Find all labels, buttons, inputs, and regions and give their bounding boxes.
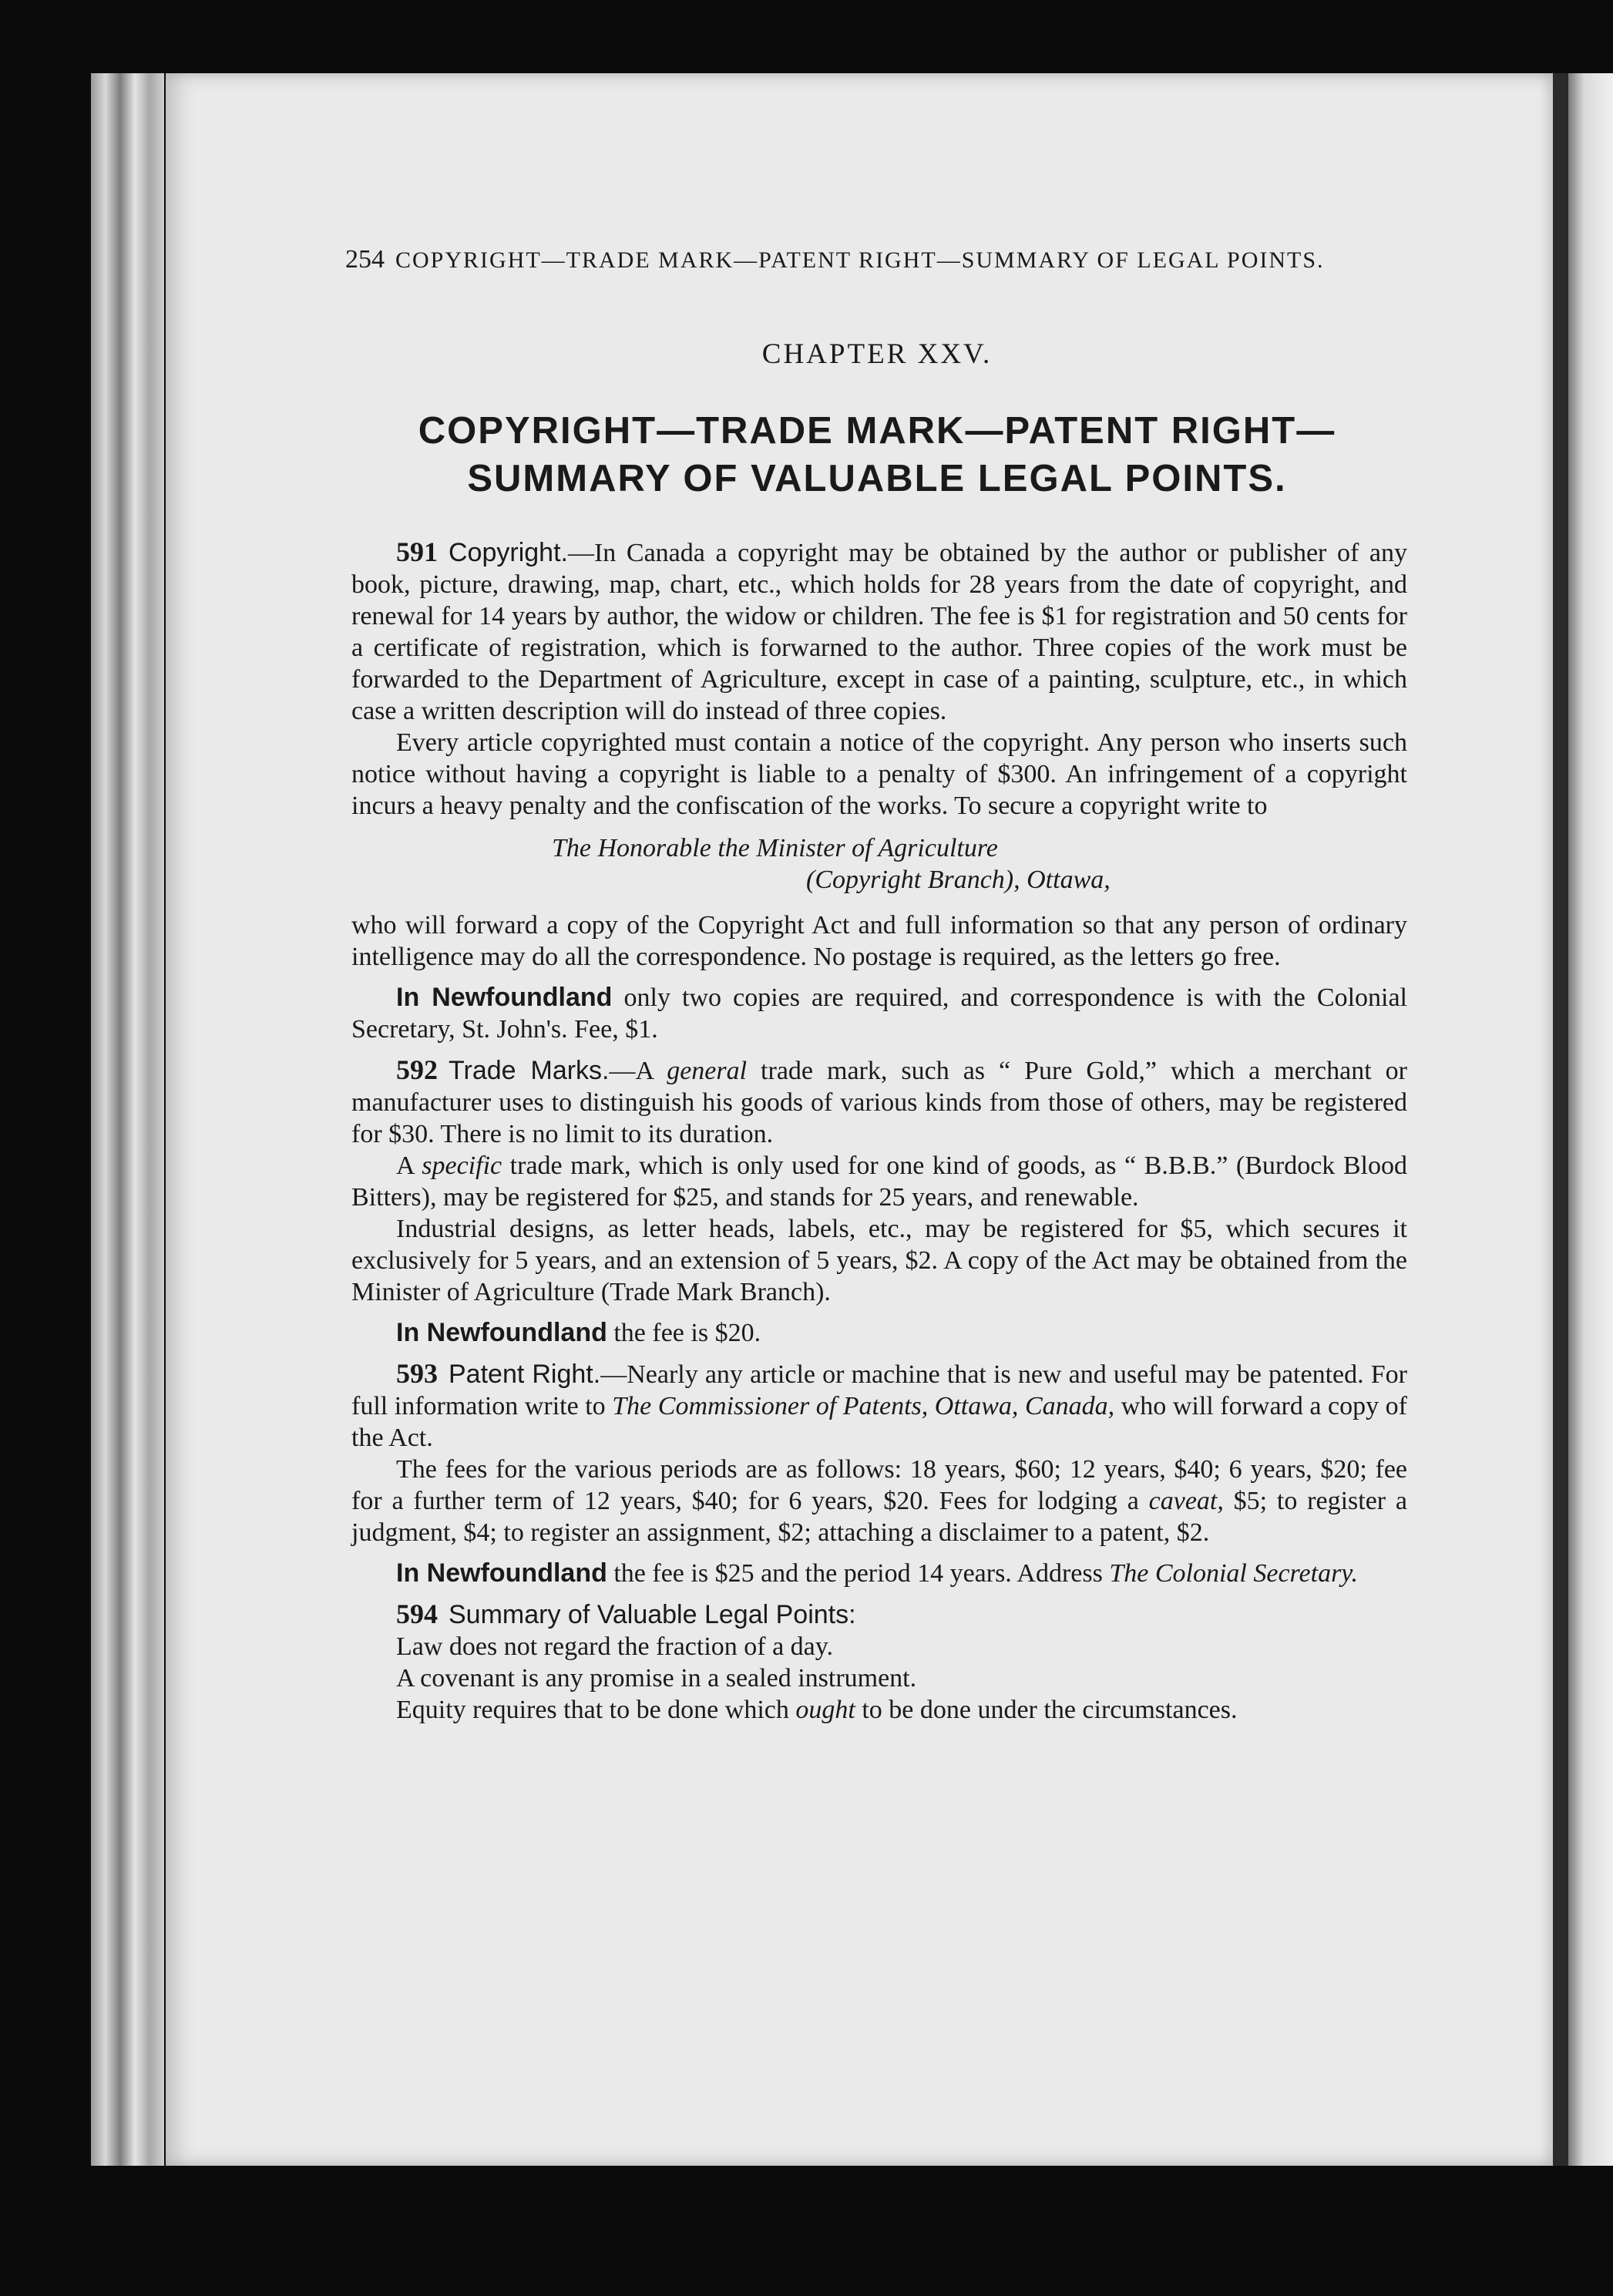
chapter-title-line2: SUMMARY OF VALUABLE LEGAL POINTS.: [467, 458, 1287, 499]
paragraph-text: $5; to register a judgment, $4; to register an assignment, $2; attaching a disclaimer to a patent, $2.: [351, 1487, 1407, 1547]
legal-point: Law does not regard the fraction of a day.: [396, 1632, 834, 1661]
newfoundland-label: In Newfoundland: [396, 1318, 607, 1347]
paragraph: Industrial designs, as letter heads, labels, etc., may be registered for $5, which secures it exclusively for 5 years, and an extension of 5 years, $2. A copy of the Act may be obtained from the Minister of Agriculture (Trade Mark Branch).: [351, 1215, 1407, 1306]
paragraph-text: A: [396, 1151, 422, 1180]
legal-point: [351, 1694, 1407, 1726]
emphasis: The Colonial Secretary.: [1109, 1559, 1359, 1588]
section-591-paragraph: [351, 536, 1407, 727]
emphasis: The Commissioner of Patents, Ottawa, Canada,: [612, 1392, 1115, 1420]
newfoundland-note: [351, 982, 1407, 1045]
chapter-title-line1: COPYRIGHT—TRADE MARK—PATENT RIGHT—: [418, 410, 1336, 452]
emphasis: general: [667, 1057, 748, 1085]
section-594-heading: [351, 1598, 1407, 1631]
newfoundland-note: [351, 1317, 1407, 1349]
paragraph-text: Equity requires that to be done which: [396, 1696, 796, 1724]
paragraph-text: only two copies are required, and correspondence is with the Colonial Secretary, St. John's. Fee, $1.: [351, 983, 1407, 1044]
paragraph-text: trade mark, which is only used for one kind of goods, as “ B.B.B.” (Burdock Blood Bitters), may be registered for $25, and stands for 25 years, and renewable.: [351, 1151, 1408, 1212]
address-block: [351, 832, 1407, 896]
paragraph: [351, 1150, 1407, 1213]
newfoundland-label: In Newfoundland: [396, 1558, 607, 1588]
emphasis: specific: [422, 1151, 502, 1180]
book-page-right-edge: [1568, 73, 1613, 2166]
book-edge-left: [91, 73, 164, 2166]
section-number: 592: [396, 1054, 438, 1085]
section-heading: Copyright.: [449, 538, 568, 567]
section-number: 594: [396, 1598, 438, 1629]
section-number: 591: [396, 536, 438, 567]
paragraph-text: —In Canada a copyright may be obtained by the author or publisher of any book, picture, drawing, map, chart, etc., which holds for 28 years from the date of copyright, and renewal for 14 years by author, the widow or children. The fee is $1 for registration and 50 cents for a certificate of registration, which is forwarned to the author. Three copies of the work must be forwarded to the Department of Agriculture, except in case of a painting, sculpture, etc., in which case a written description will do instead of three copies.: [351, 539, 1407, 725]
book-gutter-right: [1553, 73, 1568, 2166]
body-text: [351, 536, 1407, 1726]
newfoundland-label: In Newfoundland: [396, 983, 613, 1012]
page-number: 254: [345, 245, 385, 274]
paragraph-text: the fee is $25 and the period 14 years. Address: [607, 1559, 1110, 1588]
paragraph: who will forward a copy of the Copyright Act and full information so that any person of ordinary intelligence may do all the correspondence. No postage is required, as the letters go free.: [351, 911, 1407, 971]
paragraph-text: who will forward a copy of the Act.: [351, 1392, 1408, 1452]
paragraph-text: —Nearly any article or machine that is new and useful may be patented. For full information write to: [351, 1360, 1408, 1420]
chapter-title: [345, 407, 1409, 503]
section-heading: Summary of Valuable Legal Points:: [449, 1600, 856, 1629]
address-line: (Copyright Branch), Ottawa,: [806, 866, 1111, 894]
running-head: [345, 245, 1393, 274]
section-heading: Trade Marks.: [449, 1056, 610, 1085]
paragraph: Every article copyrighted must contain a notice of the copyright. Any person who inserts such notice without having a copyright is liable to a penalty of $300. An infringement of a copyright incurs a heavy penalty and the confiscation of the works. To secure a copyright write to: [351, 728, 1407, 820]
section-number: 593: [396, 1358, 438, 1389]
legal-point: A covenant is any promise in a sealed instrument.: [396, 1664, 917, 1693]
section-593-paragraph: [351, 1358, 1407, 1454]
paragraph-text: trade mark, such as “ Pure Gold,” which a merchant or manufacturer uses to distinguish his goods of various kinds from those of others, may be registered for $30. There is no limit to its duration.: [351, 1057, 1407, 1148]
emphasis: caveat,: [1148, 1487, 1224, 1515]
paragraph-text: —A: [609, 1057, 667, 1085]
paragraph: [351, 1454, 1407, 1548]
running-head-text: COPYRIGHT—TRADE MARK—PATENT RIGHT—SUMMARY OF LEGAL POINTS.: [395, 247, 1325, 273]
paragraph-text: The fees for the various periods are as follows: 18 years, $60; 12 years, $40; 6 years, $20; fee for a further term of 12 years, $40; for 6 years, $20. Fees for lodging a: [351, 1455, 1407, 1515]
chapter-number: CHAPTER XXV.: [761, 338, 993, 370]
newfoundland-note: [351, 1558, 1407, 1589]
paragraph-text: to be done under the circumstances.: [855, 1696, 1238, 1724]
emphasis: ought: [795, 1696, 855, 1724]
section-592-paragraph: [351, 1054, 1407, 1150]
paragraph-text: the fee is $20.: [607, 1319, 761, 1347]
address-line: The Honorable the Minister of Agriculture: [552, 834, 998, 862]
section-heading: Patent Right.: [449, 1360, 601, 1389]
